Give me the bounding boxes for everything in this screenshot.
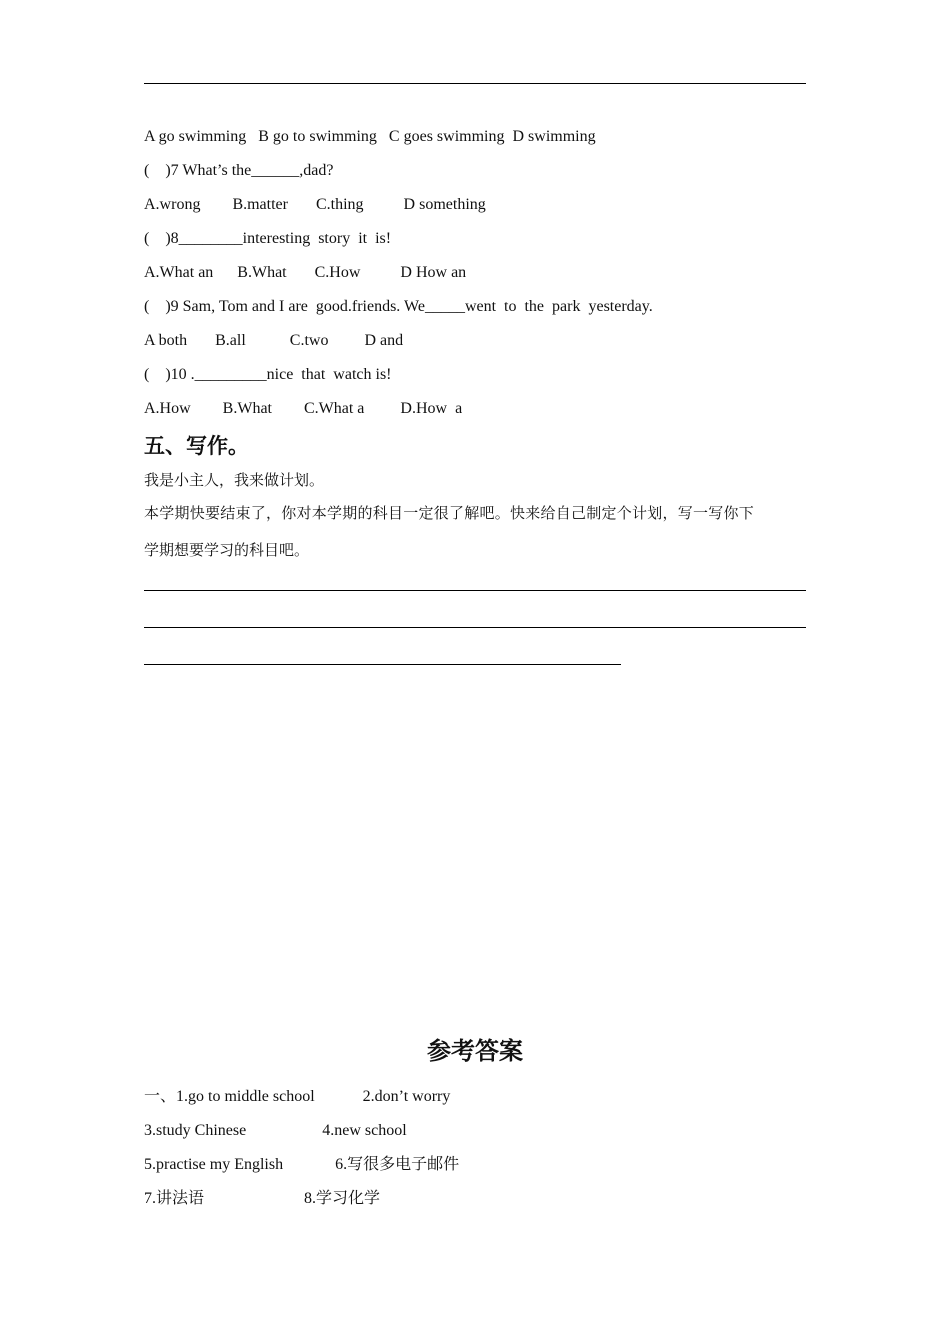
writing-prompt-line2: 学期想要学习的科目吧。 <box>144 541 310 559</box>
q10-options: A.How B.What C.What a D.How a <box>144 400 463 417</box>
answers-title: 参考答案 <box>427 1037 523 1065</box>
q8-options: A.What an B.What C.How D How an <box>144 264 467 281</box>
answers-row-3: 5.practise my English 6.写很多电子邮件 <box>144 1156 460 1173</box>
answers-row-1: 一、1.go to middle school 2.don’t worry <box>144 1088 451 1105</box>
q7-options: A.wrong B.matter C.thing D something <box>144 196 486 213</box>
q9-options: A both B.all C.two D and <box>144 332 404 349</box>
q10-stem: ( )10 ._________nice that watch is! <box>144 366 392 383</box>
q9-stem: ( )9 Sam, Tom and I are good.friends. We_____went to the park yesterday. <box>144 298 653 315</box>
writing-answer-line-2 <box>144 627 806 628</box>
q8-stem: ( )8________interesting story it is! <box>144 230 392 247</box>
writing-heading: 五、写作。 <box>144 434 249 458</box>
q6-options: A go swimming B go to swimming C goes swimming D swimming <box>144 128 596 145</box>
writing-answer-line-1 <box>144 590 806 591</box>
answers-row-4: 7.讲法语 8.学习化学 <box>144 1190 381 1207</box>
writing-intro: 我是小主人，我来做计划。 <box>144 471 325 489</box>
q7-stem: ( )7 What’s the______,dad? <box>144 162 334 179</box>
answers-row-2: 3.study Chinese 4.new school <box>144 1122 407 1139</box>
writing-answer-line-3 <box>144 664 621 665</box>
top-rule <box>144 83 806 84</box>
writing-prompt-line1: 本学期快要结束了，你对本学期的科目一定很了解吧。快来给自己制定个计划，写一写你下 <box>144 504 755 522</box>
